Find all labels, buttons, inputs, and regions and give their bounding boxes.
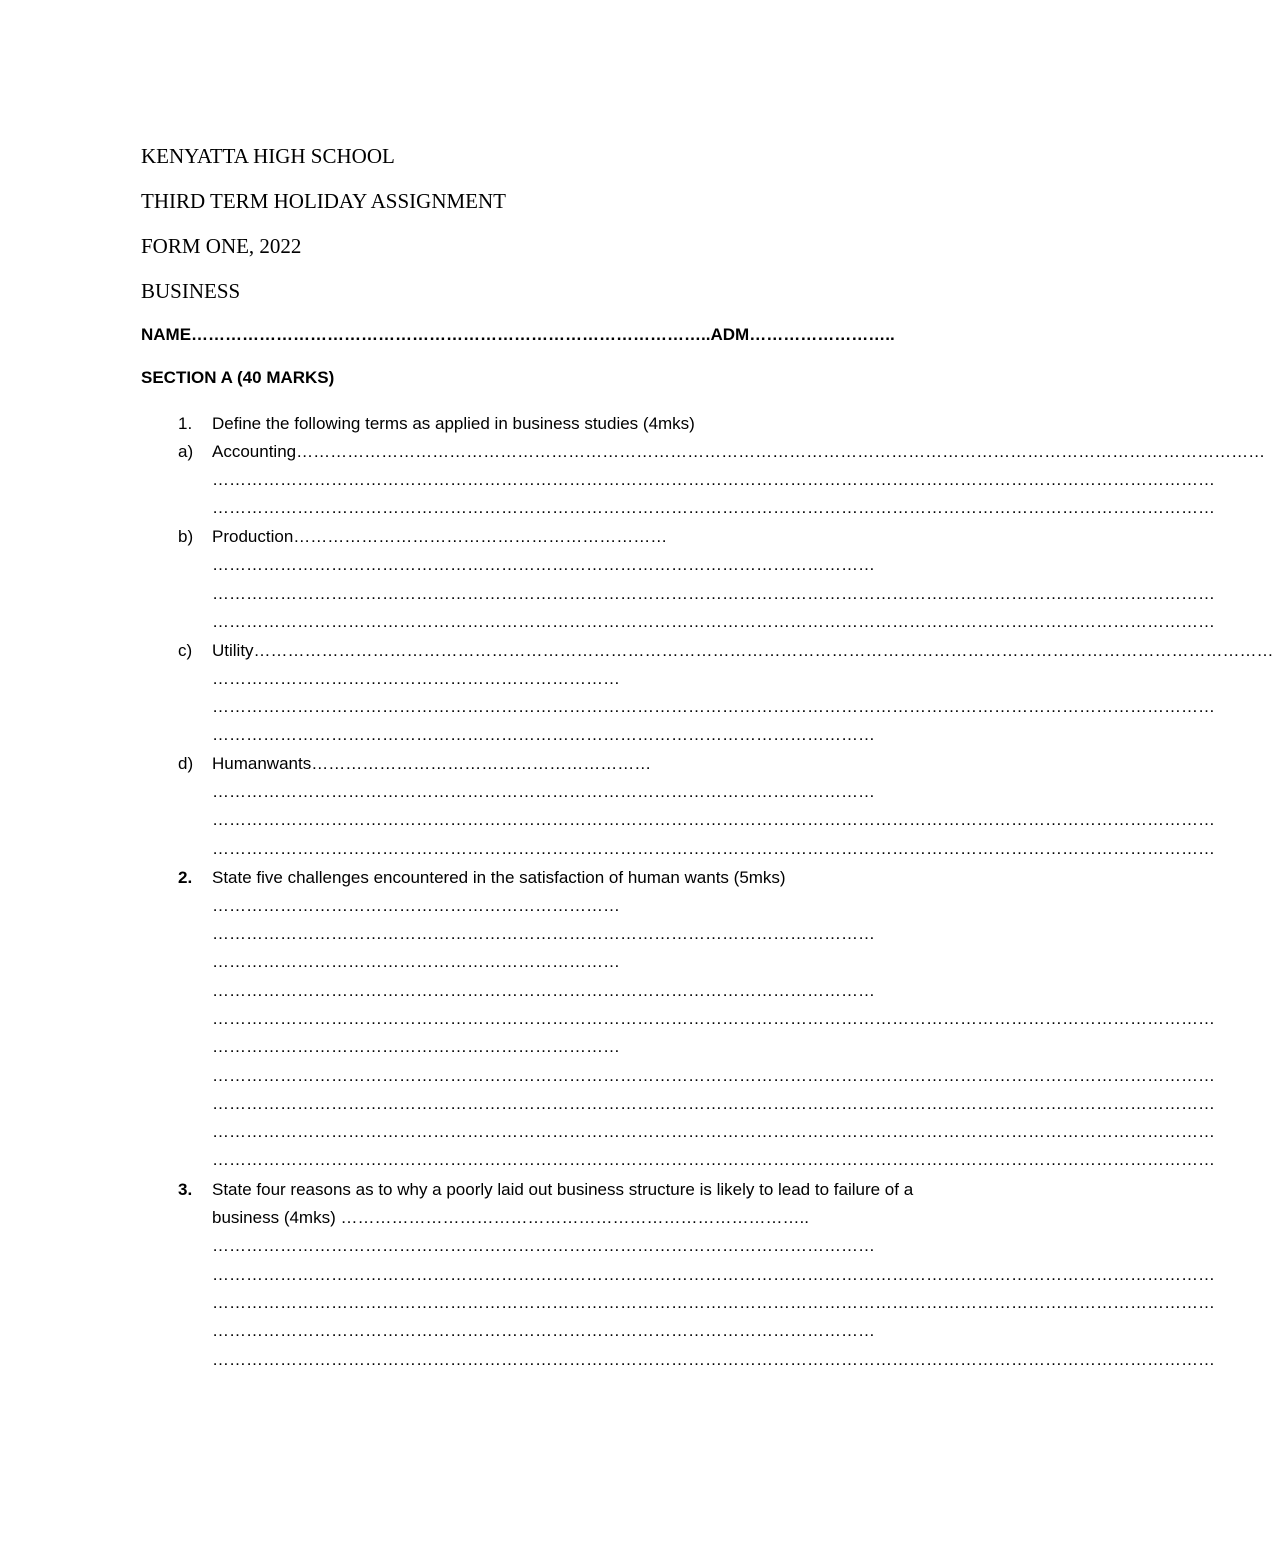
answer-line: ……………………………………………………………………………………………………………………………………………………………	[212, 1293, 1215, 1312]
answer-line: ………………………………………………………………………………………………………	[212, 555, 875, 574]
answer-line: ……………………………………………………………………………………………………………………………………………………………	[212, 498, 1215, 517]
answer-line: ………………………………………………………………………………………………………	[212, 725, 875, 744]
name-adm-line: NAME………………………………………………………………………………..ADM……………………..	[141, 325, 895, 344]
q1-c-text: Utility………………………………………………………………………………………………………………………………………………………………	[212, 641, 1274, 660]
q1-d-text: Humanwants……………………………………………………	[212, 754, 652, 773]
q1-c-label: c)	[178, 641, 193, 660]
answer-line: ……………………………………………………………………………………………………………………………………………………………	[212, 1350, 1215, 1369]
section-title: SECTION A (40 MARKS)	[141, 368, 335, 387]
answer-line: ……………………………………………………………………………………………………………………………………………………………	[212, 839, 1215, 858]
question-2-number: 2.	[178, 868, 193, 887]
answer-line: ……………………………………………………………………………………………………………………………………………………………	[212, 1150, 1215, 1169]
answer-line: ………………………………………………………………………………………………………	[212, 981, 875, 1000]
assignment-title: THIRD TERM HOLIDAY ASSIGNMENT	[141, 189, 506, 213]
q1-a-label: a)	[178, 442, 194, 461]
answer-line: ……………………………………………………………………………………………………………………………………………………………	[212, 697, 1215, 716]
q1-b-label: b)	[178, 527, 194, 546]
answer-line: ………………………………………………………………………………………………………	[212, 924, 875, 943]
q1-d-label: d)	[178, 754, 194, 773]
question-3-number: 3.	[178, 1180, 193, 1199]
question-3-text-line1: State four reasons as to why a poorly laid out business structure is likely to lead to failure of a	[212, 1180, 914, 1199]
form-year: FORM ONE, 2022	[141, 234, 302, 258]
answer-line: ……………………………………………………………………………………………………………………………………………………………	[212, 584, 1215, 603]
answer-line: ………………………………………………………………	[212, 1037, 620, 1056]
answer-line: ………………………………………………………………………………………………………	[212, 1236, 875, 1255]
q1-a-text: Accounting………………………………………………………………………………………………………………………………………………………	[212, 442, 1266, 461]
answer-line: ………………………………………………………………………………………………………	[212, 1321, 875, 1340]
answer-line: ………………………………………………………………………………………………………	[212, 782, 875, 801]
question-1-number: 1.	[178, 414, 193, 433]
question-1-text: Define the following terms as applied in business studies (4mks)	[212, 414, 695, 433]
answer-line: ……………………………………………………………………………………………………………………………………………………………	[212, 470, 1215, 489]
school-name: KENYATTA HIGH SCHOOL	[141, 144, 395, 168]
answer-line: ……………………………………………………………………………………………………………………………………………………………	[212, 1265, 1215, 1284]
question-2-text: State five challenges encountered in the satisfaction of human wants (5mks)	[212, 868, 786, 887]
answer-line: ……………………………………………………………………………………………………………………………………………………………	[212, 1009, 1215, 1028]
answer-line: ………………………………………………………………	[212, 669, 620, 688]
answer-line: ……………………………………………………………………………………………………………………………………………………………	[212, 810, 1215, 829]
answer-line: ……………………………………………………………………………………………………………………………………………………………	[212, 1066, 1215, 1085]
answer-line: ………………………………………………………………	[212, 952, 620, 971]
q1-b-text: Production…………………………………………………………	[212, 527, 668, 546]
answer-line: ………………………………………………………………	[212, 896, 620, 915]
answer-line: ……………………………………………………………………………………………………………………………………………………………	[212, 612, 1215, 631]
question-3-text-line2: business (4mks) ………………………………………………………………………..	[212, 1208, 809, 1227]
subject-title: BUSINESS	[141, 279, 241, 303]
answer-line: ……………………………………………………………………………………………………………………………………………………………	[212, 1094, 1215, 1113]
answer-line: ……………………………………………………………………………………………………………………………………………………………	[212, 1122, 1215, 1141]
